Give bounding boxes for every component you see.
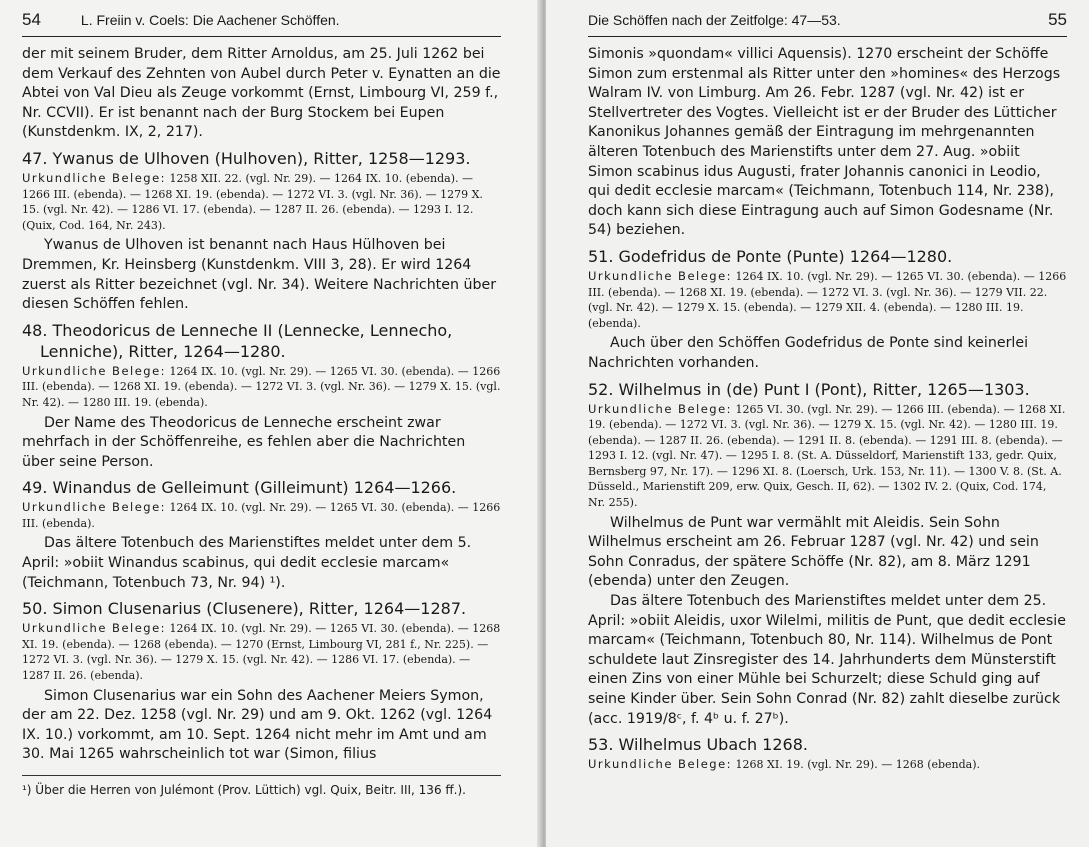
entry-text: Simon Clusenarius war ein Sohn des Aachener Meiers Symon, der am 22. Dez. 1258 (vgl. Nr. 29) und am 9. Okt. 1262 (vgl. 1264 IX. 10.) vorkommt, am 10. Sept. 1264 nicht mehr im Amt und am 30. Mai 1265 wahrscheinlich tot war (Simon, filius (22, 687, 493, 763)
evidence-list (22, 621, 501, 683)
intro-paragraph: der mit seinem Bruder, dem Ritter Arnoldus, am 25. Juli 1262 bei dem Verkauf des Zehnten von Aubel durch Peter v. Eynatten an die Abtei von Val Dieu als Zeuge vorkommt (Ernst, Limbourg VI, 259 f., Nr. CCVII). Er ist benannt nach der Burg Stockem bei Eupen (Kunstdenkm. IX, 2, 217). (22, 46, 501, 141)
evidence-text: 1258 XII. 22. (vgl. Nr. 29). — 1264 IX. 10. (ebenda). — 1266 III. (ebenda). — 1268 XI. 19. (ebenda). — 1272 VI. 3. (vgl. Nr. 36). — 1279 X. 15. (vgl. Nr. 42). — 1286 VI. 17. (ebenda). — 1287 II. 26. (ebenda). — 1293 I. 12. (Quix, Cod. 164, Nr. 243). (22, 171, 483, 232)
entry-heading: 50. Simon Clusenarius (Clusenere), Ritter, 1264—1287. (22, 599, 467, 619)
running-head: L. Freiin v. Coels: Die Aachener Schöffen. (80, 12, 340, 28)
footnote: ¹) Über die Herren von Julémont (Prov. Lüttich) vgl. Quix, Beitr. III, 136 ff.). (22, 783, 466, 797)
left-page (0, 0, 541, 847)
entry-heading: 48. Theodoricus de Lenneche II (Lennecke, Lennecho, Lenniche), Ritter, 1264—1280. (22, 320, 453, 361)
evidence-label: Urkundliche Belege: (22, 363, 167, 378)
page-header (588, 10, 1067, 37)
evidence-text: 1268 XI. 19. (vgl. Nr. 29). — 1268 (ebenda). (735, 758, 981, 772)
entry-heading: 52. Wilhelmus in (de) Punt I (Pont), Ritter, 1265—1303. (588, 379, 1030, 399)
page-number: 54 (22, 10, 41, 29)
entry-text: Auch über den Schöffen Godefridus de Ponte sind keinerlei Nachrichten vorhanden. (588, 335, 1029, 371)
entry-text: Ywanus de Ulhoven ist benannt nach Haus Hülhoven bei Dremmen, Kr. Heinsberg (Kunstdenkm. VIII 3, 28). Er wird 1264 zuerst als Ritter bezeichnet (vgl. Nr. 34). Weitere Nachrichten über diesen Schöffen fehlen. (22, 237, 497, 313)
evidence-label: Urkundliche Belege: (588, 757, 733, 772)
evidence-text: 1265 VI. 30. (vgl. Nr. 29). — 1266 III. (ebenda). — 1268 XI. 19. (ebenda). — 1272 VI. 3. (vgl. Nr. 36). — 1279 X. 15. (vgl. Nr. 42). — 1280 III. 19. (ebenda). — 1287 II. 26. (ebenda). — 1291 II. 8. (ebenda). — 1291 III. 8. (ebenda). — 1293 I. 12. (vgl. Nr. 47). — 1295 I. 8. (St. A. Düsseldorf, Marienstift 133, gedr. Quix, Bernsberg 97, Nr. 17). — 1296 XI. 8. (Loersch, Urk. 153, Nr. 11). — 1300 V. 8. (St. A. Düsseld., Marienstift 209, erw. Quix, Gesch. II, 62). — 1302 IV. 2. (Quix, Cod. 174, Nr. 255). (588, 402, 1066, 510)
evidence-text: 1264 IX. 10. (vgl. Nr. 29). — 1265 VI. 30. (ebenda). — 1266 III. (ebenda). — 1268 XI. 19. (ebenda). — 1272 VI. 3. (vgl. Nr. 36). — 1279 VII. 22. (vgl. Nr. 42). — 1279 X. 15. (ebenda). — 1279 XII. 4. (ebenda). — 1280 III. 19. (ebenda). (588, 269, 1067, 330)
evidence-text: 1264 IX. 10. (vgl. Nr. 29). — 1265 VI. 30. (ebenda). — 1266 III. (ebenda). — 1268 XI. 19. (ebenda). — 1272 VI. 3. (vgl. Nr. 36). — 1279 X. 15. (vgl. Nr. 42). — 1280 III. 19. (ebenda). (22, 364, 501, 409)
evidence-label: Urkundliche Belege: (22, 621, 167, 636)
evidence-text: 1264 IX. 10. (vgl. Nr. 29). — 1265 VI. 30. (ebenda). — 1266 III. (ebenda). (22, 501, 501, 530)
evidence-list (588, 402, 1067, 511)
entry-heading: 51. Godefridus de Ponte (Punte) 1264—1280. (588, 246, 953, 266)
page-number: 55 (1048, 10, 1067, 29)
evidence-label: Urkundliche Belege: (22, 500, 167, 515)
entry-heading: 47. Ywanus de Ulhoven (Hulhoven), Ritter, 1258—1293. (22, 148, 471, 168)
evidence-list (22, 500, 501, 531)
entry-heading: 49. Winandus de Gelleimunt (Gilleimunt) 1264—1266. (22, 478, 457, 498)
entry-text: Wilhelmus de Punt war vermählt mit Aleidis. Sein Sohn Wilhelmus erscheint am 26. Februar 1287 (vgl. Nr. 42) und sein Sohn Conradus, der spätere Schöffe (Nr. 82), am 8. März 1291 (ebenda) unter den Zeugen. (588, 514, 1039, 590)
entry-text: Das ältere Totenbuch des Marienstiftes meldet unter dem 5. April: »obiit Winandus scabinus, qui dedit ecclesie marcam« (Teichmann, Totenbuch 73, Nr. 94) ¹). (22, 535, 472, 591)
evidence-list (588, 757, 1067, 773)
running-head: Die Schöffen nach der Zeitfolge: 47—53. (588, 12, 841, 28)
page-body (588, 45, 1067, 773)
page-body (22, 45, 501, 799)
intro-paragraph: Simonis »quondam« villici Aquensis). 1270 erscheint der Schöffe Simon zum erstenmal als Ritter unter den »homines« des Herzogs Walram IV. von Limburg. Am 26. Febr. 1287 (vgl. Nr. 42) ist er Stellvertreter des Vogtes. Vielleicht ist er der Bruder des Lütticher Kanonikus Johannes gemäß der Eintragung im mehrgenannten älteren Totenbuch des Marienstifts unter dem 27. Aug. »obiit Simon scabinus idus Augusti, frater Johannis canonici in Leodio, qui dedit ecclesie marcam« (Teichmann, Totenbuch 114, Nr. 238), doch kann sich diese Eintragung auch auf Simon Godesname (Nr. 54) beziehen. (588, 46, 1061, 239)
evidence-label: Urkundliche Belege: (588, 268, 733, 283)
right-page (546, 0, 1089, 847)
entry-text: Der Name des Theodoricus de Lenneche erscheint zwar mehrfach in der Schöffenreihe, es fehlen aber die Nachrichten über seine Person. (22, 414, 466, 470)
evidence-label: Urkundliche Belege: (22, 170, 167, 185)
evidence-text: 1264 IX. 10. (vgl. Nr. 29). — 1265 VI. 30. (ebenda). — 1268 XI. 19. (ebenda). — 1268 (ebenda). — 1270 (Ernst, Limbourg VI, 281 f., Nr. 225). — 1272 VI. 3. (vgl. Nr. 36). — 1279 X. 15. (vgl. Nr. 42). — 1286 VI. 17. (ebenda). — 1287 II. 26. (ebenda). (22, 622, 501, 683)
evidence-list (588, 269, 1067, 331)
entry-heading: 53. Wilhelmus Ubach 1268. (588, 735, 808, 755)
evidence-label: Urkundliche Belege: (588, 401, 733, 416)
entry-text-continued: Das ältere Totenbuch des Marienstiftes meldet unter dem 25. April: »obiit Aleidis, uxor Wilelmi, militis de Punt, que dedit ecclesie marcam« (Teichmann, Totenbuch 80, Nr. 114). Wilhelmus de Pont schuldete laut Zinsregister des 14. Jahrhunderts dem Münsterstift einen Zins von einer Mühle bei Schurzelt; diese Schuld ging auf seine Kinder über. Sein Sohn Conrad (Nr. 82) zahlt dieselbe zurück (acc. 1919/8ᶜ, f. 4ᵇ u. f. 27ᵇ). (588, 593, 1066, 727)
evidence-list (22, 171, 501, 233)
evidence-list (22, 364, 501, 411)
page-header (22, 10, 501, 37)
